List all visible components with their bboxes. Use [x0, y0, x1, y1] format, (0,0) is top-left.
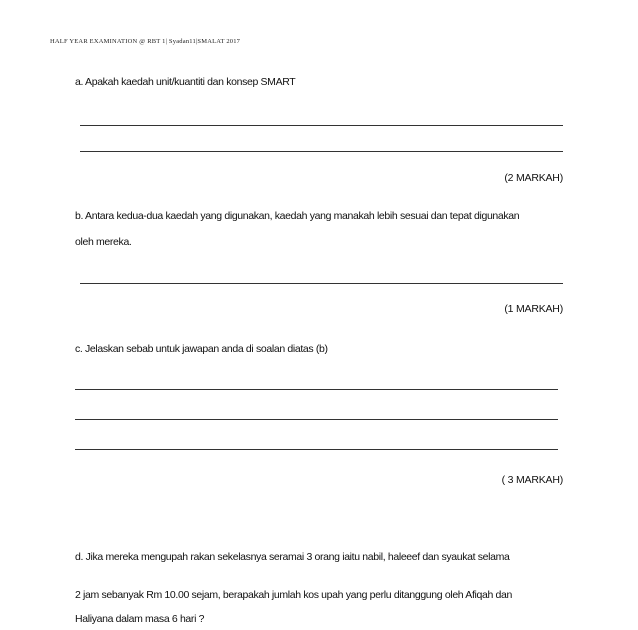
answer-line-a-1 — [80, 125, 563, 126]
question-a-text: a. Apakah kaedah unit/kuantiti dan konsep SMART — [75, 76, 296, 88]
answer-line-b-1 — [80, 283, 563, 284]
answer-line-c-3 — [75, 449, 558, 450]
question-d-line2: 2 jam sebanyak Rm 10.00 sejam, berapakah jumlah kos upah yang perlu ditanggung oleh Afiqah dan — [75, 589, 512, 601]
answer-line-c-2 — [75, 419, 558, 420]
question-d-line1: d. Jika mereka mengupah rakan sekelasnya seramai 3 orang iaitu nabil, haleeef dan syaukat selama — [75, 551, 510, 563]
question-c-marks: ( 3 MARKAH) — [501, 474, 563, 486]
answer-line-c-1 — [75, 389, 558, 390]
question-b-line1: b. Antara kedua-dua kaedah yang digunakan, kaedah yang manakah lebih sesuai dan tepat digunakan — [75, 210, 520, 222]
answer-line-a-2 — [80, 151, 563, 152]
question-b-line2: oleh mereka. — [75, 236, 132, 248]
question-a-marks: (2 MARKAH) — [504, 172, 563, 184]
question-c-text: c. Jelaskan sebab untuk jawapan anda di soalan diatas (b) — [75, 343, 328, 355]
exam-header: HALF YEAR EXAMINATION @ RBT 1| Syadan11|SMALAT 2017 — [50, 38, 241, 45]
question-d-line3: Haliyana dalam masa 6 hari ? — [75, 613, 205, 625]
question-b-marks: (1 MARKAH) — [504, 303, 563, 315]
